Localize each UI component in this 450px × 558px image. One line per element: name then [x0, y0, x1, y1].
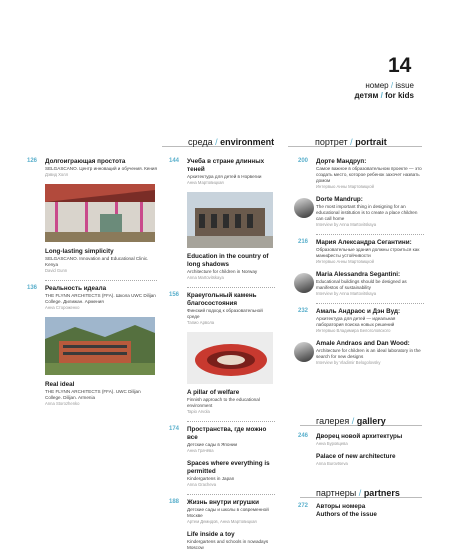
entry-title: Авторы номера — [316, 503, 366, 510]
toc-entry[interactable] — [298, 158, 424, 189]
toc-entry[interactable] — [298, 433, 424, 446]
partners-column — [298, 503, 424, 519]
toc-entry[interactable] — [169, 426, 275, 453]
toc-entry[interactable] — [27, 285, 157, 310]
toc-entry[interactable] — [316, 271, 424, 296]
toc-entry[interactable] — [27, 158, 157, 177]
entry-title: Spaces where everything is permitted — [187, 460, 270, 475]
entry-title: Authors of the issue — [316, 511, 377, 518]
page-number: 232 — [298, 308, 309, 314]
page-number: 272 — [298, 503, 309, 509]
entry-title: Education in the country of long shadows — [187, 253, 269, 268]
section-ru: галерея — [316, 416, 350, 426]
entry-author: Анна Буровцева — [316, 441, 348, 446]
entry-desc: THE FLYNN ARCHITECTS (FFA). Школа UWC Dilijan College. Дилижан. Армения — [45, 293, 156, 304]
photo-dilijan-college — [45, 317, 155, 375]
entry-desc: Архитектура для детей — идеальная лаборатория поиска новых решений — [316, 316, 396, 327]
entry-author: Интервью Владимира Белоголовского — [316, 328, 391, 333]
entry-title: Maria Alessandra Segantini: — [316, 271, 401, 278]
divider — [187, 494, 275, 495]
photo-finnish-pod — [187, 332, 273, 384]
entry-author: Interview by Anna Martovitskaya — [316, 291, 377, 296]
entry-title: Long-lasting simplicity — [45, 248, 114, 255]
toc-entry[interactable] — [187, 253, 275, 280]
section-portrait — [315, 137, 387, 147]
page-number: 144 — [169, 158, 180, 164]
entry-author: David Gunn — [45, 268, 68, 273]
issue-label-en: issue — [395, 81, 414, 90]
issue-number: 14 — [388, 54, 412, 77]
toc-entry[interactable] — [187, 460, 275, 487]
entry-title: Долгоиграющая простота — [45, 158, 126, 165]
entry-author: Tapio Arvola — [187, 409, 210, 414]
divider — [187, 421, 275, 422]
entry-author: Интервью Анны Мартовицкой — [316, 184, 374, 189]
portrait-photo — [294, 198, 314, 218]
entry-title: Amale Andraos and Dan Wood: — [316, 340, 410, 347]
entry-desc: SELGASCANO. Innovation and Educational Clinic. Kenya — [45, 256, 149, 267]
page-number: 156 — [169, 292, 180, 298]
section-en: gallery — [356, 416, 386, 426]
toc-entry[interactable] — [169, 499, 275, 524]
entry-desc: Kindergartens in Japan — [187, 476, 235, 481]
entry-title: A pillar of welfare — [187, 389, 240, 396]
entry-desc: Образовательные здания должны строиться как манифесты устойчивости — [316, 247, 420, 258]
entry-author: Interview by Anna Martovitskaya — [316, 222, 377, 227]
entry-author: Anna Martovitskaya — [187, 275, 224, 280]
photo-norway-school — [187, 192, 273, 248]
entry-desc: Финский подход к образовательной среде — [187, 308, 263, 319]
slash: / — [215, 137, 218, 147]
section-ru: партнеры — [316, 488, 357, 498]
entry-desc: Architecture for children is an ideal laboratory in the search for new designs — [316, 348, 421, 359]
page-number: 126 — [27, 158, 38, 164]
divider — [187, 287, 275, 288]
page-number: 174 — [169, 426, 180, 432]
entry-desc: Educational buildings should be designed as manifestos of sustainability — [316, 279, 407, 290]
column-2 — [169, 158, 275, 558]
photo-kenya-clinic — [45, 184, 155, 242]
page-number: 200 — [298, 158, 309, 164]
issue-theme-ru: детям — [354, 91, 379, 100]
section-en: partners — [363, 488, 400, 498]
slash: / — [350, 137, 353, 147]
entry-title: Dorte Mandrup: — [316, 196, 363, 203]
toc-entry[interactable] — [169, 158, 275, 185]
column-3 — [298, 158, 424, 372]
portrait-photo — [294, 342, 314, 362]
page-number: 246 — [298, 433, 309, 439]
entry-title: Real ideal — [45, 381, 75, 388]
toc-entry[interactable] — [169, 292, 275, 325]
entry-desc: Самое важное в образовательном проекте — это создать место, которое ребенок захочет назвать домом — [316, 166, 422, 183]
toc-entry[interactable] — [45, 381, 157, 406]
entry-title: Дорте Мандруп: — [316, 158, 367, 165]
portrait-photo — [294, 273, 314, 293]
issue-theme-en: for kids — [385, 91, 414, 100]
entry-desc: Детские сады в Японии — [187, 442, 238, 447]
section-partners — [316, 488, 400, 498]
entry-title: Учеба в стране длинных теней — [187, 158, 265, 173]
issue-label — [365, 81, 414, 90]
toc-entry[interactable] — [298, 239, 424, 264]
entry-title: Palace of new architecture — [316, 453, 396, 460]
entry-author: Тапио Арвола — [187, 320, 215, 325]
toc-entry[interactable] — [316, 453, 424, 466]
divider — [45, 280, 157, 281]
entry-desc: The most important thing in designing for an educational institution is to create a place children can call home — [316, 204, 418, 221]
entry-author: Интервью Анны Мартовицкой — [316, 259, 374, 264]
section-gallery — [316, 416, 386, 426]
entry-author: Anna Gracheva — [187, 482, 217, 487]
entry-desc: THE FLYNN ARCHITECTS (FFA). UWC Dilijan College. Dilijan. Armenia — [45, 389, 141, 400]
section-ru: среда — [188, 137, 213, 147]
gallery-column — [298, 433, 424, 473]
entry-title: Мария Александра Сегантини: — [316, 239, 412, 246]
entry-title: Реальность идеала — [45, 285, 107, 292]
entry-title: Амаль Андраос и Дэн Вуд: — [316, 308, 401, 315]
slash: / — [351, 416, 355, 426]
issue-theme — [354, 91, 414, 100]
entry-title: Life inside a toy — [187, 531, 235, 538]
section-en: portrait — [355, 137, 387, 147]
entry-desc: Architecture for children in Norway — [187, 269, 258, 274]
toc-entry[interactable] — [298, 503, 424, 519]
entry-author: Anna Storozhenko — [45, 401, 80, 406]
entry-author: Interview by Vladimir Belogolovsky — [316, 360, 381, 365]
divider — [316, 234, 424, 235]
entry-author: Дэвид Холл — [45, 172, 69, 177]
column-1 — [27, 158, 157, 413]
section-environment — [188, 137, 274, 147]
toc-entry[interactable] — [316, 340, 424, 365]
toc-entry[interactable] — [316, 196, 424, 227]
entry-desc: Детские сады и школы в современной Москве — [187, 507, 269, 518]
entry-desc: SELGASCANO. Центр инноваций и обучения. Кения — [45, 166, 157, 171]
entry-author: Анна Грачёва — [187, 448, 214, 453]
issue-label-ru: номер — [365, 81, 389, 90]
entry-desc: Архитектура для детей в Норвегии — [187, 174, 262, 179]
slash: / — [358, 488, 362, 498]
page-number: 136 — [27, 285, 38, 291]
entry-author: Анна Стороженко — [45, 305, 80, 310]
divider — [316, 303, 424, 304]
entry-title: Дворец новой архитектуры — [316, 433, 403, 440]
page-number: 216 — [298, 239, 309, 245]
entry-title: Жизнь внутри игрушки — [187, 499, 259, 506]
entry-title: Пространства, где можно все — [187, 426, 267, 441]
entry-desc: Finnish approach to the educational environment — [187, 397, 260, 408]
slash: / — [390, 81, 394, 90]
section-en: environment — [220, 137, 275, 147]
entry-desc: Kindergartens and schools in nowadays Moscow — [187, 539, 269, 550]
toc-entry[interactable] — [298, 308, 424, 333]
page-number: 188 — [169, 499, 180, 505]
entry-title: Краеугольный камень благосостояния — [187, 292, 257, 307]
toc-entry[interactable] — [187, 531, 275, 551]
entry-author: Анна Мартовицкая — [187, 180, 224, 185]
section-ru: портрет — [315, 137, 348, 147]
entry-author: Anna Burovtseva — [316, 461, 348, 466]
slash: / — [380, 91, 383, 100]
toc-entry[interactable] — [45, 248, 157, 273]
toc-entry[interactable] — [187, 389, 275, 414]
entry-author: Артем Демидов, Анна Мартовицкая — [187, 519, 257, 524]
